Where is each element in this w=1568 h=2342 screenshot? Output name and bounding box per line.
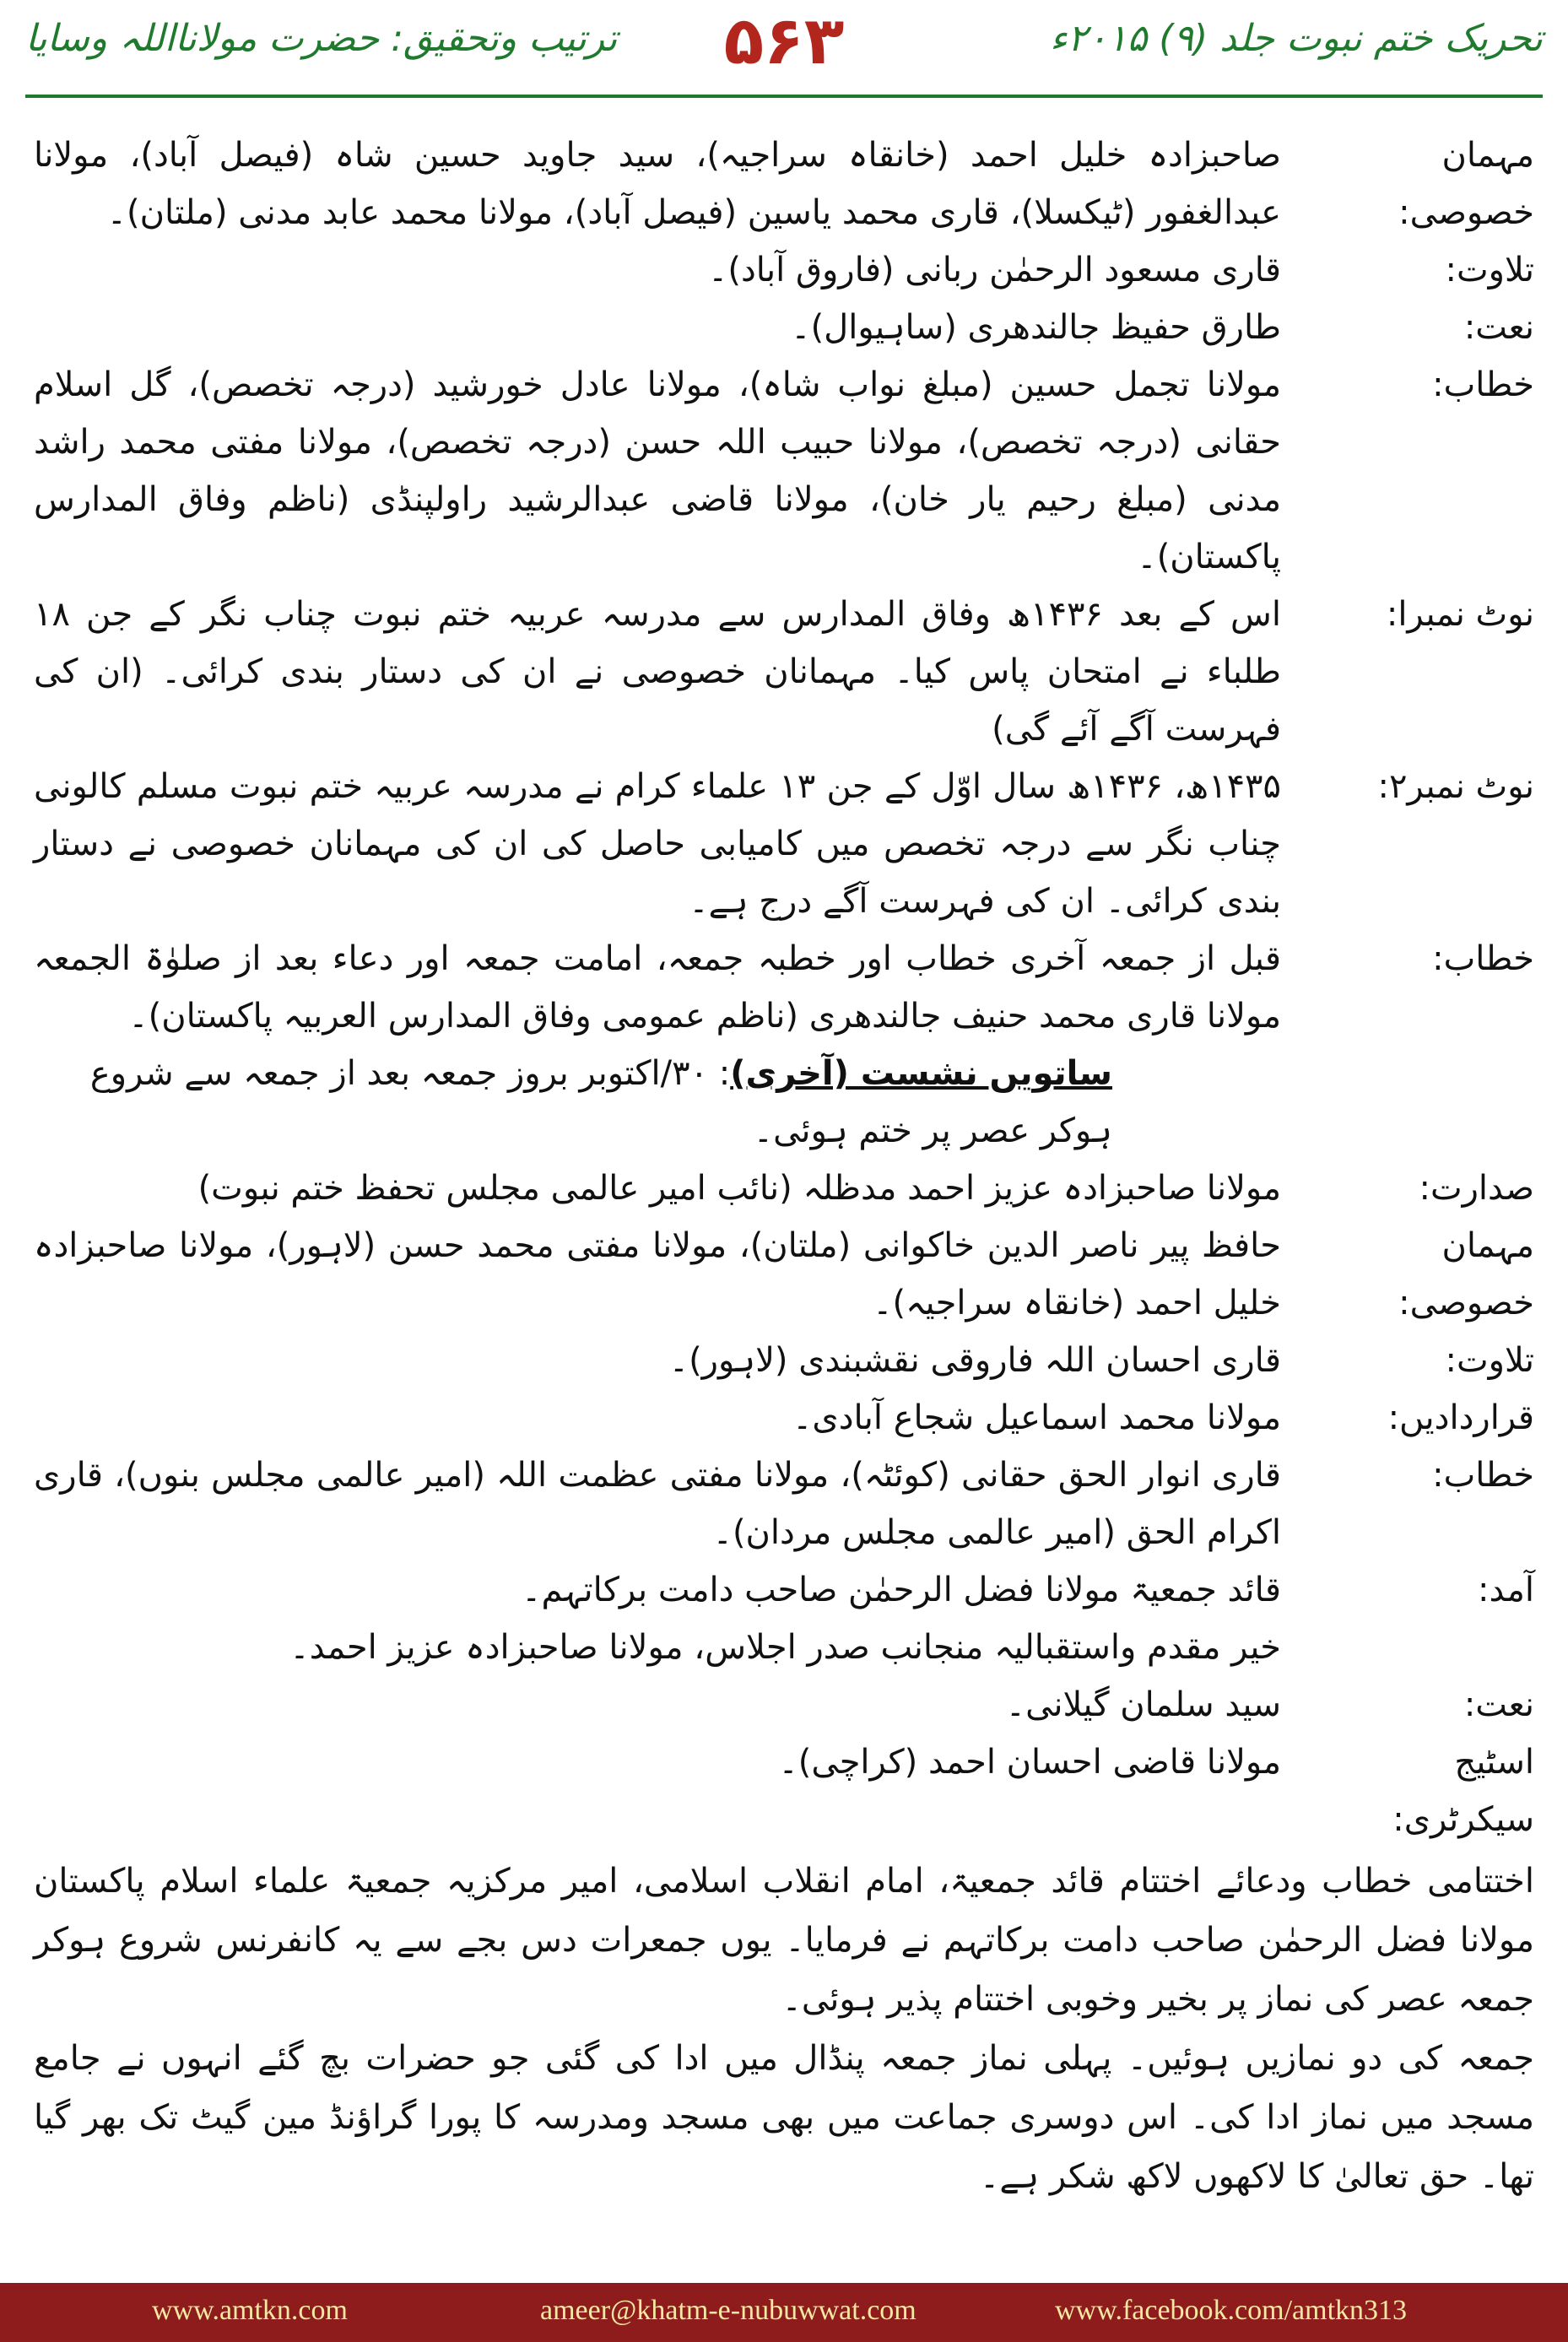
entry-label: خطاب: xyxy=(1432,1456,1534,1495)
entry-text: مولانا صاحبزادہ عزیز احمد مدظلہ (نائب امیر عالمی مجلس تحفظ ختم نبوت) xyxy=(197,1169,1281,1208)
entry-text: قاری انوار الحق حقانی (کوئٹہ)، مولانا مفتی عظمت اللہ (امیر عالمی مجلس بنوں)، قاری اکرام الحق (امیر عالمی مجلس مردان)۔ xyxy=(34,1456,1281,1552)
entries-part-1 xyxy=(34,127,1534,1045)
entry-text: مولانا قاضی احسان احمد (کراچی)۔ xyxy=(778,1743,1281,1782)
entry-row xyxy=(34,758,1534,930)
entry-text: قاری مسعود الرحمٰن ربانی (فاروق آباد)۔ xyxy=(707,251,1281,289)
session-heading xyxy=(34,1045,1534,1160)
entry-row xyxy=(34,1160,1534,1217)
entry-text: خیر مقدم واستقبالیہ منجانب صدر اجلاس، مولانا صاحبزادہ عزیز احمد۔ xyxy=(289,1628,1281,1667)
entry-row xyxy=(34,356,1534,586)
entry-label: خطاب: xyxy=(1432,939,1534,978)
entry-label: مہمان خصوصی: xyxy=(1398,1226,1534,1322)
entry-label xyxy=(1315,1619,1534,1676)
entry-label: قراردادیں: xyxy=(1387,1398,1534,1437)
entry-row xyxy=(34,1217,1534,1332)
entry-row xyxy=(34,241,1534,299)
book-title: تحریک ختم نبوت جلد (۹) ۲۰۱۵ء xyxy=(1050,17,1543,60)
entry-text: ۱۴۳۵ھ، ۱۴۳۶ھ سال اوّل کے جن ۱۳ علماء کرام نے مدرسہ عربیہ ختم نبوت مسلم کالونی چناب نگر سے درجہ تخصص میں کامیابی حاصل کی ان کی مہمانان خصوصی نے دستار بندی کرائی۔ ان کی فہرست آگے درج ہے۔ xyxy=(34,767,1282,921)
session-detail: : ۳۰/اکتوبر بروز جمعہ بعد از جمعہ سے شروع ہوکر عصر پر ختم ہوئی۔ xyxy=(89,1054,1112,1150)
entry-text: مولانا محمد اسماعیل شجاع آبادی۔ xyxy=(792,1398,1281,1437)
entry-text: قبل از جمعہ آخری خطاب اور خطبہ جمعہ، امامت جمعہ اور دعاء بعد از صلوٰۃ الجمعہ مولانا قاری محمد حنیف جالندھری (ناظم عمومی وفاق المدارس العربیہ پاکستان)۔ xyxy=(34,939,1281,1036)
entry-row xyxy=(34,1676,1534,1734)
page-footer xyxy=(0,2283,1568,2342)
page-header xyxy=(0,0,1568,101)
entry-label: اسٹیج سیکرٹری: xyxy=(1392,1743,1534,1839)
entry-row xyxy=(34,299,1534,356)
entry-label: نعت: xyxy=(1463,308,1534,347)
entry-label: تلاوت: xyxy=(1445,1341,1534,1380)
entry-text: قاری احسان اللہ فاروقی نقشبندی (لاہور)۔ xyxy=(668,1341,1281,1380)
entry-text: مولانا تجمل حسین (مبلغ نواب شاہ)، مولانا عادل خورشید (درجہ تخصص)، گل اسلام حقانی (درجہ تخصص)، مولانا حبیب اللہ حسن (درجہ تخصص)، مولانا مفتی محمد راشد مدنی (مبلغ رحیم یار خان)، مولانا قاضی عبدالرشید راولپنڈی (ناظم وفاق المدارس پاکستان)۔ xyxy=(34,365,1281,576)
entry-text: حافظ پیر ناصر الدین خاکوانی (ملتان)، مولانا مفتی محمد حسن (لاہور)، مولانا صاحبزادہ خلیل احمد (خانقاہ سراجیہ)۔ xyxy=(34,1226,1281,1322)
closing-paragraph: اختتامی خطاب ودعائے اختتام قائد جمعیۃ، امام انقلاب اسلامی، امیر مرکزیہ جمعیۃ علماء اسلام پاکستان مولانا فضل الرحمٰن صاحب دامت برکاتہم نے فرمایا۔ یوں جمعرات دس بجے سے یہ کانفرنس شروع ہوکر جمعہ عصر کی نماز پر بخیر وخوبی اختتام پذیر ہوئی۔ xyxy=(34,1862,1534,2019)
entry-label: صدارت: xyxy=(1419,1169,1534,1208)
entry-row xyxy=(34,1332,1534,1389)
entry-row xyxy=(34,1389,1534,1447)
entry-row xyxy=(34,586,1534,758)
footer-email-link[interactable]: ameer@khatm-e-nubuwwat.com xyxy=(540,2295,916,2326)
entry-label: نوٹ نمبر۲: xyxy=(1377,767,1534,806)
page-number: ۵۶۳ xyxy=(723,3,845,79)
entry-label: آمد: xyxy=(1477,1571,1534,1609)
editor-credit: ترتیب وتحقیق: حضرت مولانااللہ وسایا xyxy=(25,17,618,60)
entry-row xyxy=(34,127,1534,241)
footer-website-link[interactable]: www.amtkn.com xyxy=(152,2295,348,2326)
entry-row xyxy=(34,1734,1534,1848)
session-title: ساتویں نشست (آخری) xyxy=(730,1054,1112,1093)
entry-text: سید سلمان گیلانی۔ xyxy=(1005,1685,1281,1724)
entry-text: قائد جمعیۃ مولانا فضل الرحمٰن صاحب دامت برکاتہم۔ xyxy=(522,1571,1281,1609)
entry-label: نوٹ نمبرا: xyxy=(1386,595,1534,634)
entry-row xyxy=(34,1561,1534,1619)
entry-text: صاحبزادہ خلیل احمد (خانقاہ سراجیہ)، سید جاوید حسین شاہ (فیصل آباد)، مولانا عبدالغفور (ٹیکسلا)، قاری محمد یاسین (فیصل آباد)، مولانا محمد عابد مدنی (ملتان)۔ xyxy=(34,136,1281,232)
entry-label: نعت: xyxy=(1463,1685,1534,1724)
entry-label: تلاوت: xyxy=(1445,251,1534,289)
closing-paragraph: جمعہ کی دو نمازیں ہوئیں۔ پہلی نماز جمعہ پنڈال میں ادا کی گئی جو حضرات بچ گئے انہوں نے جامع مسجد میں نماز ادا کی۔ اس دوسری جماعت میں بھی مسجد ومدرسہ کا پورا گراؤنڈ مین گیٹ تک بھر گیا تھا۔ حق تعالیٰ کا لاکھوں لاکھ شکر ہے۔ xyxy=(34,2039,1534,2196)
entry-label: خطاب: xyxy=(1432,365,1534,404)
entry-row xyxy=(34,1447,1534,1561)
header-divider xyxy=(25,95,1543,98)
entry-text: طارق حفیظ جالندھری (ساہیوال)۔ xyxy=(791,308,1281,347)
entry-text: اس کے بعد ۱۴۳۶ھ وفاق المدارس سے مدرسہ عربیہ ختم نبوت چناب نگر کے جن ۱۸ طلباء نے امتحان پاس کیا۔ مہمانان خصوصی نے ان کی دستار بندی کرائی۔ (ان کی فہرست آگے آئے گی) xyxy=(34,595,1281,749)
page-body xyxy=(34,127,1534,2206)
entry-row xyxy=(34,930,1534,1045)
footer-facebook-link[interactable]: www.facebook.com/amtkn313 xyxy=(1055,2295,1408,2326)
entries-part-2 xyxy=(34,1160,1534,1848)
entry-row xyxy=(34,1619,1534,1676)
entry-label: مہمان خصوصی: xyxy=(1398,136,1534,232)
